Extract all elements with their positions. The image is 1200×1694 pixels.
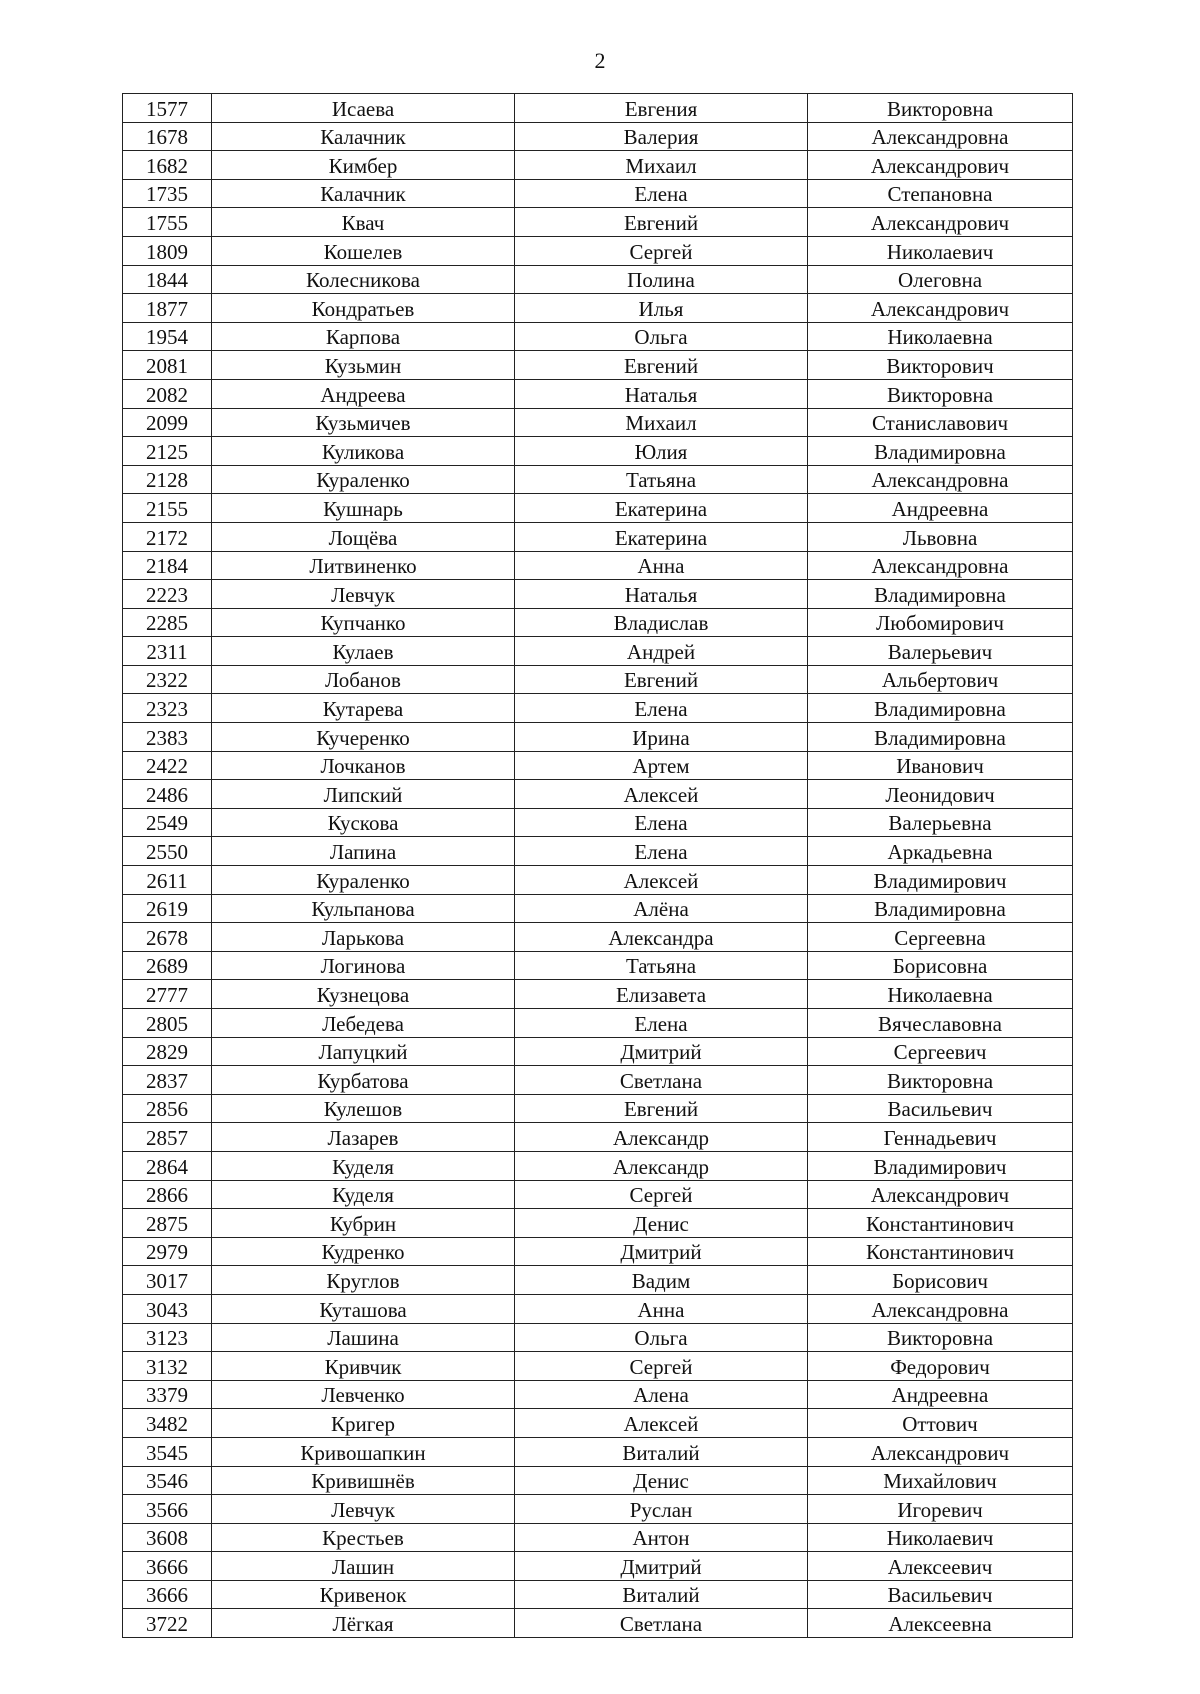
table-row — [123, 379, 1073, 408]
table-row — [123, 208, 1073, 237]
cell-patronymic: Александровна — [808, 551, 1073, 580]
cell-number: 1577 — [123, 94, 212, 123]
cell-first-name: Евгений — [515, 1094, 808, 1123]
cell-patronymic: Александрович — [808, 151, 1073, 180]
cell-first-name: Дмитрий — [515, 1552, 808, 1581]
cell-patronymic: Николаевна — [808, 980, 1073, 1009]
table-row — [123, 94, 1073, 123]
cell-number: 1954 — [123, 322, 212, 351]
table-row — [123, 522, 1073, 551]
cell-patronymic: Леонидович — [808, 780, 1073, 809]
table-row — [123, 465, 1073, 494]
roster-table — [122, 93, 1073, 1638]
cell-patronymic: Валерьевна — [808, 808, 1073, 837]
cell-number: 2829 — [123, 1037, 212, 1066]
cell-first-name: Светлана — [515, 1066, 808, 1095]
cell-patronymic: Викторовна — [808, 1323, 1073, 1352]
cell-last-name: Ларькова — [212, 923, 515, 952]
cell-patronymic: Викторовна — [808, 379, 1073, 408]
cell-last-name: Лебедева — [212, 1009, 515, 1038]
cell-patronymic: Федорович — [808, 1352, 1073, 1381]
cell-last-name: Лапуцкий — [212, 1037, 515, 1066]
cell-last-name: Кускова — [212, 808, 515, 837]
cell-number: 2486 — [123, 780, 212, 809]
table-row — [123, 351, 1073, 380]
cell-first-name: Наталья — [515, 379, 808, 408]
table-row — [123, 179, 1073, 208]
cell-patronymic: Владимировна — [808, 894, 1073, 923]
cell-patronymic: Александрович — [808, 1437, 1073, 1466]
cell-last-name: Кузьмин — [212, 351, 515, 380]
cell-first-name: Елена — [515, 1009, 808, 1038]
cell-first-name: Екатерина — [515, 494, 808, 523]
cell-first-name: Артем — [515, 751, 808, 780]
cell-first-name: Михаил — [515, 151, 808, 180]
cell-first-name: Сергей — [515, 236, 808, 265]
cell-number: 2184 — [123, 551, 212, 580]
table-row — [123, 122, 1073, 151]
table-row — [123, 837, 1073, 866]
table-row — [123, 1266, 1073, 1295]
table-row — [123, 1294, 1073, 1323]
cell-first-name: Евгений — [515, 351, 808, 380]
cell-first-name: Елена — [515, 694, 808, 723]
cell-patronymic: Аркадьевна — [808, 837, 1073, 866]
cell-first-name: Денис — [515, 1466, 808, 1495]
cell-number: 3379 — [123, 1380, 212, 1409]
table-row — [123, 637, 1073, 666]
cell-patronymic: Андреевна — [808, 494, 1073, 523]
cell-patronymic: Альбертович — [808, 665, 1073, 694]
cell-first-name: Анна — [515, 1294, 808, 1323]
cell-number: 3546 — [123, 1466, 212, 1495]
cell-first-name: Полина — [515, 265, 808, 294]
table-row — [123, 1323, 1073, 1352]
table-row — [123, 494, 1073, 523]
cell-patronymic: Валерьевич — [808, 637, 1073, 666]
cell-number: 2099 — [123, 408, 212, 437]
cell-first-name: Алексей — [515, 866, 808, 895]
cell-last-name: Куликова — [212, 437, 515, 466]
cell-first-name: Евгений — [515, 665, 808, 694]
cell-number: 1809 — [123, 236, 212, 265]
cell-last-name: Андреева — [212, 379, 515, 408]
table-row — [123, 1380, 1073, 1409]
cell-patronymic: Станиславович — [808, 408, 1073, 437]
table-row — [123, 1151, 1073, 1180]
cell-last-name: Левчук — [212, 580, 515, 609]
cell-last-name: Кудренко — [212, 1237, 515, 1266]
cell-last-name: Кузнецова — [212, 980, 515, 1009]
cell-patronymic: Владимировна — [808, 723, 1073, 752]
cell-number: 3482 — [123, 1409, 212, 1438]
cell-patronymic: Любомирович — [808, 608, 1073, 637]
cell-patronymic: Вячеславовна — [808, 1009, 1073, 1038]
cell-patronymic: Сергеевна — [808, 923, 1073, 952]
table-row — [123, 294, 1073, 323]
cell-first-name: Александр — [515, 1151, 808, 1180]
cell-number: 3666 — [123, 1580, 212, 1609]
cell-first-name: Юлия — [515, 437, 808, 466]
cell-first-name: Евгения — [515, 94, 808, 123]
cell-number: 2082 — [123, 379, 212, 408]
cell-patronymic: Геннадьевич — [808, 1123, 1073, 1152]
cell-number: 2311 — [123, 637, 212, 666]
table-row — [123, 1209, 1073, 1238]
cell-first-name: Елизавета — [515, 980, 808, 1009]
cell-first-name: Сергей — [515, 1180, 808, 1209]
cell-last-name: Кондратьев — [212, 294, 515, 323]
table-row — [123, 1437, 1073, 1466]
cell-first-name: Денис — [515, 1209, 808, 1238]
table-row — [123, 665, 1073, 694]
cell-number: 2383 — [123, 723, 212, 752]
cell-number: 2689 — [123, 951, 212, 980]
cell-last-name: Карпова — [212, 322, 515, 351]
cell-last-name: Калачник — [212, 122, 515, 151]
table-row — [123, 236, 1073, 265]
cell-last-name: Кривенок — [212, 1580, 515, 1609]
cell-patronymic: Александрович — [808, 294, 1073, 323]
cell-last-name: Кригер — [212, 1409, 515, 1438]
cell-first-name: Алёна — [515, 894, 808, 923]
cell-first-name: Светлана — [515, 1609, 808, 1638]
cell-number: 2875 — [123, 1209, 212, 1238]
cell-last-name: Логинова — [212, 951, 515, 980]
cell-number: 2866 — [123, 1180, 212, 1209]
cell-patronymic: Владимировна — [808, 437, 1073, 466]
table-row — [123, 980, 1073, 1009]
table-row — [123, 780, 1073, 809]
table-row — [123, 580, 1073, 609]
cell-patronymic: Николаевна — [808, 322, 1073, 351]
cell-last-name: Квач — [212, 208, 515, 237]
cell-number: 1678 — [123, 122, 212, 151]
table-row — [123, 151, 1073, 180]
cell-first-name: Алексей — [515, 780, 808, 809]
cell-number: 2611 — [123, 866, 212, 895]
cell-first-name: Татьяна — [515, 951, 808, 980]
cell-patronymic: Владимирович — [808, 866, 1073, 895]
cell-patronymic: Владимирович — [808, 1151, 1073, 1180]
table-row — [123, 951, 1073, 980]
cell-patronymic: Степановна — [808, 179, 1073, 208]
cell-number: 2422 — [123, 751, 212, 780]
cell-last-name: Кучеренко — [212, 723, 515, 752]
cell-last-name: Кубрин — [212, 1209, 515, 1238]
cell-number: 2323 — [123, 694, 212, 723]
cell-last-name: Лазарев — [212, 1123, 515, 1152]
cell-number: 2285 — [123, 608, 212, 637]
cell-patronymic: Александровна — [808, 465, 1073, 494]
page-number: 2 — [594, 48, 606, 73]
cell-first-name: Елена — [515, 808, 808, 837]
cell-first-name: Руслан — [515, 1495, 808, 1524]
cell-number: 2322 — [123, 665, 212, 694]
cell-last-name: Крестьев — [212, 1523, 515, 1552]
cell-number: 1735 — [123, 179, 212, 208]
cell-first-name: Екатерина — [515, 522, 808, 551]
cell-first-name: Анна — [515, 551, 808, 580]
cell-number: 2864 — [123, 1151, 212, 1180]
cell-last-name: Лапина — [212, 837, 515, 866]
cell-last-name: Литвиненко — [212, 551, 515, 580]
cell-patronymic: Александровна — [808, 1294, 1073, 1323]
cell-number: 2837 — [123, 1066, 212, 1095]
cell-first-name: Татьяна — [515, 465, 808, 494]
table-row — [123, 808, 1073, 837]
cell-number: 2128 — [123, 465, 212, 494]
cell-first-name: Елена — [515, 837, 808, 866]
cell-patronymic: Львовна — [808, 522, 1073, 551]
table-row — [123, 1523, 1073, 1552]
table-row — [123, 1552, 1073, 1581]
cell-number: 3017 — [123, 1266, 212, 1295]
table-row — [123, 1094, 1073, 1123]
cell-last-name: Лашина — [212, 1323, 515, 1352]
cell-last-name: Левченко — [212, 1380, 515, 1409]
table-row — [123, 923, 1073, 952]
cell-number: 2857 — [123, 1123, 212, 1152]
cell-patronymic: Викторович — [808, 351, 1073, 380]
cell-patronymic: Игоревич — [808, 1495, 1073, 1524]
cell-number: 2081 — [123, 351, 212, 380]
cell-patronymic: Иванович — [808, 751, 1073, 780]
cell-last-name: Кошелев — [212, 236, 515, 265]
cell-last-name: Лощёва — [212, 522, 515, 551]
cell-number: 2550 — [123, 837, 212, 866]
cell-patronymic: Васильевич — [808, 1580, 1073, 1609]
cell-patronymic: Владимировна — [808, 694, 1073, 723]
cell-number: 3545 — [123, 1437, 212, 1466]
cell-first-name: Илья — [515, 294, 808, 323]
cell-patronymic: Александровна — [808, 122, 1073, 151]
cell-first-name: Дмитрий — [515, 1037, 808, 1066]
cell-last-name: Липский — [212, 780, 515, 809]
cell-number: 2223 — [123, 580, 212, 609]
cell-number: 1877 — [123, 294, 212, 323]
cell-patronymic: Алексеевич — [808, 1552, 1073, 1581]
cell-patronymic: Викторовна — [808, 94, 1073, 123]
cell-last-name: Куделя — [212, 1151, 515, 1180]
cell-number: 2172 — [123, 522, 212, 551]
cell-number: 3566 — [123, 1495, 212, 1524]
cell-last-name: Исаева — [212, 94, 515, 123]
cell-patronymic: Николаевич — [808, 236, 1073, 265]
cell-patronymic: Константинович — [808, 1209, 1073, 1238]
cell-patronymic: Оттович — [808, 1409, 1073, 1438]
cell-last-name: Колесникова — [212, 265, 515, 294]
cell-first-name: Сергей — [515, 1352, 808, 1381]
cell-first-name: Владислав — [515, 608, 808, 637]
cell-last-name: Кульпанова — [212, 894, 515, 923]
cell-number: 1755 — [123, 208, 212, 237]
cell-patronymic: Константинович — [808, 1237, 1073, 1266]
cell-first-name: Вадим — [515, 1266, 808, 1295]
cell-last-name: Левчук — [212, 1495, 515, 1524]
table-row — [123, 1066, 1073, 1095]
table-row — [123, 1352, 1073, 1381]
cell-first-name: Евгений — [515, 208, 808, 237]
cell-number: 2619 — [123, 894, 212, 923]
table-row — [123, 1495, 1073, 1524]
cell-first-name: Ирина — [515, 723, 808, 752]
table-row — [123, 694, 1073, 723]
cell-patronymic: Николаевич — [808, 1523, 1073, 1552]
cell-number: 2125 — [123, 437, 212, 466]
cell-number: 2549 — [123, 808, 212, 837]
cell-first-name: Александра — [515, 923, 808, 952]
cell-patronymic: Викторовна — [808, 1066, 1073, 1095]
table-row — [123, 437, 1073, 466]
cell-first-name: Михаил — [515, 408, 808, 437]
cell-first-name: Алена — [515, 1380, 808, 1409]
table-row — [123, 551, 1073, 580]
cell-last-name: Кулаев — [212, 637, 515, 666]
cell-last-name: Лашин — [212, 1552, 515, 1581]
cell-number: 3722 — [123, 1609, 212, 1638]
cell-patronymic: Борисовна — [808, 951, 1073, 980]
cell-last-name: Курбатова — [212, 1066, 515, 1095]
table-row — [123, 1609, 1073, 1638]
table-row — [123, 1009, 1073, 1038]
cell-last-name: Лобанов — [212, 665, 515, 694]
cell-last-name: Лёгкая — [212, 1609, 515, 1638]
table-row — [123, 1409, 1073, 1438]
cell-last-name: Куделя — [212, 1180, 515, 1209]
table-row — [123, 1466, 1073, 1495]
cell-patronymic: Олеговна — [808, 265, 1073, 294]
table-row — [123, 751, 1073, 780]
cell-last-name: Кушнарь — [212, 494, 515, 523]
cell-number: 3666 — [123, 1552, 212, 1581]
table-row — [123, 608, 1073, 637]
cell-first-name: Виталий — [515, 1580, 808, 1609]
cell-last-name: Кураленко — [212, 866, 515, 895]
cell-first-name: Антон — [515, 1523, 808, 1552]
cell-first-name: Елена — [515, 179, 808, 208]
cell-last-name: Лочканов — [212, 751, 515, 780]
table-row — [123, 1180, 1073, 1209]
cell-last-name: Кимбер — [212, 151, 515, 180]
cell-number: 2979 — [123, 1237, 212, 1266]
roster-body — [123, 94, 1073, 1638]
table-row — [123, 1037, 1073, 1066]
cell-number: 2805 — [123, 1009, 212, 1038]
cell-last-name: Кривошапкин — [212, 1437, 515, 1466]
cell-first-name: Ольга — [515, 322, 808, 351]
cell-first-name: Андрей — [515, 637, 808, 666]
cell-number: 2777 — [123, 980, 212, 1009]
table-row — [123, 894, 1073, 923]
cell-first-name: Ольга — [515, 1323, 808, 1352]
cell-number: 2678 — [123, 923, 212, 952]
cell-patronymic: Сергеевич — [808, 1037, 1073, 1066]
cell-patronymic: Андреевна — [808, 1380, 1073, 1409]
table-row — [123, 322, 1073, 351]
cell-last-name: Кутарева — [212, 694, 515, 723]
cell-first-name: Алексей — [515, 1409, 808, 1438]
cell-patronymic: Александрович — [808, 1180, 1073, 1209]
cell-number: 3123 — [123, 1323, 212, 1352]
table-row — [123, 723, 1073, 752]
cell-last-name: Кривишнёв — [212, 1466, 515, 1495]
cell-patronymic: Борисович — [808, 1266, 1073, 1295]
cell-number: 1682 — [123, 151, 212, 180]
cell-first-name: Александр — [515, 1123, 808, 1152]
cell-patronymic: Михайлович — [808, 1466, 1073, 1495]
table-row — [123, 1237, 1073, 1266]
cell-last-name: Кураленко — [212, 465, 515, 494]
cell-first-name: Дмитрий — [515, 1237, 808, 1266]
cell-last-name: Кузьмичев — [212, 408, 515, 437]
cell-last-name: Купчанко — [212, 608, 515, 637]
table-row — [123, 408, 1073, 437]
cell-last-name: Кривчик — [212, 1352, 515, 1381]
cell-last-name: Калачник — [212, 179, 515, 208]
cell-patronymic: Алексеевна — [808, 1609, 1073, 1638]
cell-first-name: Виталий — [515, 1437, 808, 1466]
table-row — [123, 1123, 1073, 1152]
cell-patronymic: Александрович — [808, 208, 1073, 237]
cell-last-name: Куташова — [212, 1294, 515, 1323]
cell-last-name: Круглов — [212, 1266, 515, 1295]
cell-patronymic: Васильевич — [808, 1094, 1073, 1123]
cell-number: 2856 — [123, 1094, 212, 1123]
cell-number: 1844 — [123, 265, 212, 294]
cell-number: 3043 — [123, 1294, 212, 1323]
table-row — [123, 1580, 1073, 1609]
cell-last-name: Кулешов — [212, 1094, 515, 1123]
cell-first-name: Наталья — [515, 580, 808, 609]
table-row — [123, 866, 1073, 895]
cell-number: 3132 — [123, 1352, 212, 1381]
cell-number: 3608 — [123, 1523, 212, 1552]
table-row — [123, 265, 1073, 294]
cell-number: 2155 — [123, 494, 212, 523]
cell-patronymic: Владимировна — [808, 580, 1073, 609]
cell-first-name: Валерия — [515, 122, 808, 151]
